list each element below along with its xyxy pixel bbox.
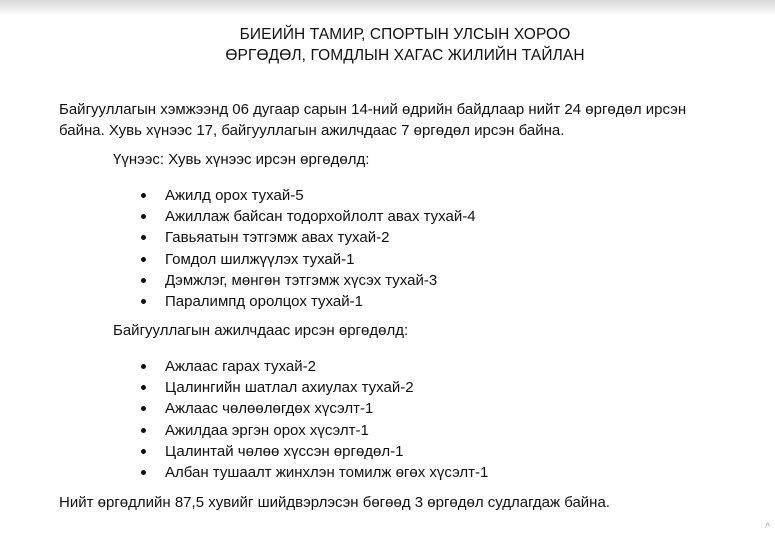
- list-item-text: Гомдол шилжүүлэх тухай-1: [165, 250, 355, 268]
- list-item-text: Албан тушаалт жинхлэн томилж өгөх хүсэлт-1: [165, 463, 489, 481]
- bullet-icon: [141, 257, 146, 262]
- list-item-text: Цалинтай чөлөө хүссэн өргөдөл-1: [165, 442, 404, 460]
- bullet-icon: [141, 385, 146, 390]
- bullet-icon: [141, 299, 146, 304]
- list-item-text: Паралимпд оролцох тухай-1: [165, 292, 363, 310]
- list-item-text: Ажлаас гарах тухай-2: [165, 358, 316, 375]
- conclusion-paragraph: Нийт өргөдлийн 87,5 хувийг шийдвэрлэсэн бөгөөд 3 өргөдөл судлагдаж байна.: [59, 494, 610, 511]
- document-title-line1: БИЕИЙН ТАМИР, СПОРТЫН УЛСЫН ХОРОО: [239, 26, 571, 43]
- document-title-line2: ӨРГӨДӨЛ, ГОМДЛЫН ХАГАС ЖИЛИЙН ТАЙЛАН: [225, 47, 585, 64]
- section-heading-employees: Байгууллагын ажилчдаас ирсэн өргөдөлд:: [113, 322, 409, 339]
- bullet-icon: [141, 470, 146, 475]
- bullet-icon: [141, 449, 146, 454]
- bullet-icon: [141, 364, 146, 369]
- intro-line-1: Байгууллагын хэмжээнд 06 дугаар сарын 14-ний өдрийн байдлаар нийт 24 өргөдөл ирсэн: [59, 101, 687, 118]
- list-item-text: Ажилд орох тухай-5: [165, 187, 304, 204]
- bullet-icon: [141, 406, 146, 411]
- intro-line-2: байна. Хувь хүнээс 17, байгууллагын ажилчдаас 7 өргөдөл ирсэн байна.: [59, 122, 565, 139]
- intro-paragraph: [59, 99, 759, 141]
- bullet-icon: [141, 193, 146, 198]
- bullet-icon: [141, 428, 146, 433]
- bullet-icon: [141, 235, 146, 240]
- section-heading-individuals: Үүнээс: Хувь хүнээс ирсэн өргөдөлд:: [113, 151, 370, 168]
- list-item-text: Дэмжлэг, мөнгөн тэтгэмж хүсэх тухай-3: [165, 271, 438, 289]
- list-item-text: Ажлаас чөлөөлөгдөх хүсэлт-1: [165, 400, 374, 418]
- list-item-text: Ажиллаж байсан тодорхойлолт авах тухай-4: [165, 208, 476, 226]
- list-item-text: Цалингийн шатлал ахиулах тухай-2: [165, 379, 414, 397]
- scroll-up-caret-icon[interactable]: ^: [765, 522, 770, 533]
- list-item-text: Ажилдаа эргэн орох хүсэлт-1: [165, 421, 369, 439]
- bullet-icon: [141, 278, 146, 283]
- bullet-icon: [141, 214, 146, 219]
- list-item-text: Гавьяатын тэтгэмж авах тухай-2: [165, 229, 390, 247]
